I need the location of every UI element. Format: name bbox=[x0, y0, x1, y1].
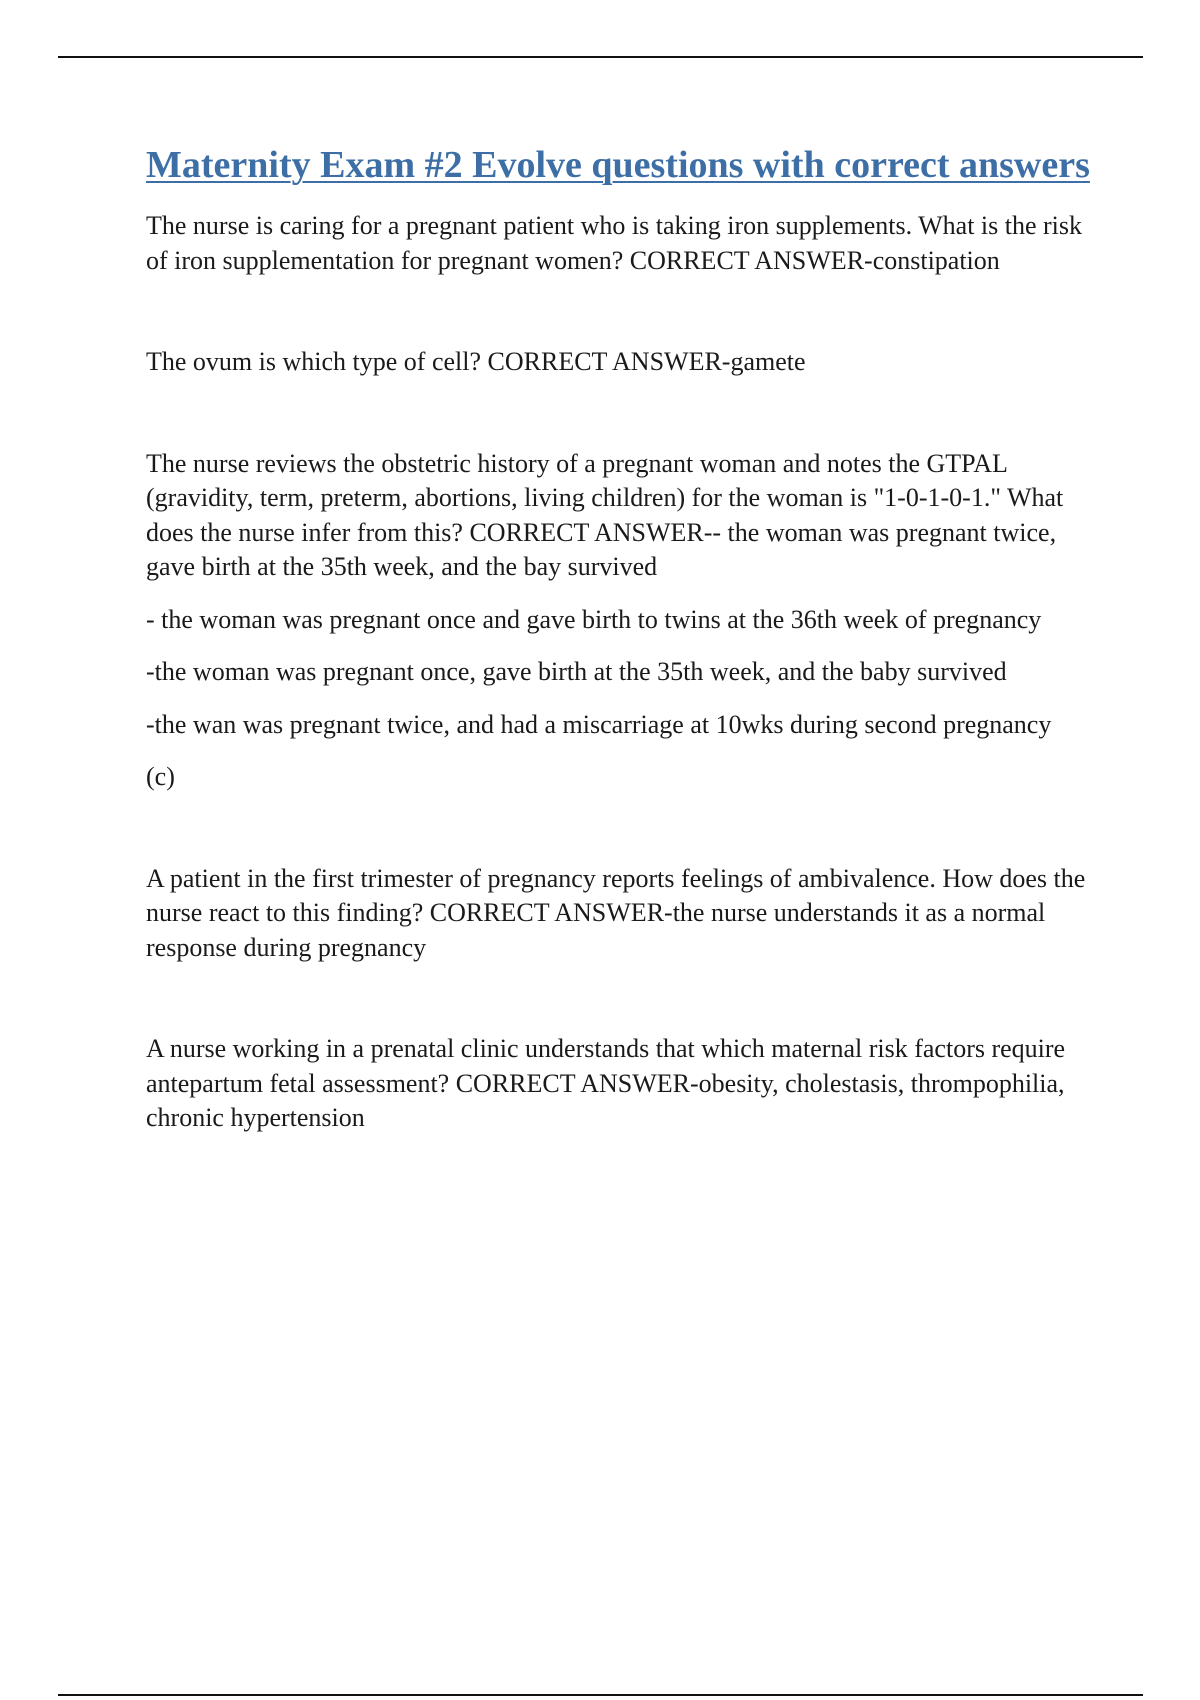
document-body bbox=[146, 140, 1096, 1136]
question-2: The ovum is which type of cell? CORRECT ANSWER-gamete bbox=[146, 347, 806, 376]
question-3-answer-key: (c) bbox=[146, 762, 175, 791]
question-3-option: -the woman was pregnant once, gave birth at the 35th week, and the baby survived bbox=[146, 657, 1007, 686]
footer-rule bbox=[58, 1694, 1143, 1696]
question-3: The nurse reviews the obstetric history of a pregnant woman and notes the GTPAL (gravidity, term, preterm, abortions, living children) for the woman is "1-0-1-0-1." What does the nurse infer from this? CORRECT ANSWER-- the woman was pregnant twice, gave birth at the 35th week, and the bay survived bbox=[146, 448, 1064, 581]
header-rule bbox=[58, 56, 1143, 58]
question-5: A nurse working in a prenatal clinic understands that which maternal risk factors require antepartum fetal assessment? CORRECT ANSWER-obesity, cholestasis, thrompophilia, chronic hypertension bbox=[146, 1034, 1066, 1132]
question-4: A patient in the first trimester of pregnancy reports feelings of ambivalence. How does the nurse react to this finding? CORRECT ANSWER-the nurse understands it as a normal response during pregnancy bbox=[146, 863, 1086, 962]
question-1: The nurse is caring for a pregnant patient who is taking iron supplements. What is the risk of iron supplementation for pregnant women? CORRECT ANSWER-constipation bbox=[146, 211, 1083, 275]
question-3-option: - the woman was pregnant once and gave birth to twins at the 36th week of pregnancy bbox=[146, 604, 1042, 634]
document-title: Maternity Exam #2 Evolve questions with correct answers bbox=[146, 144, 1090, 186]
question-3-option: -the wan was pregnant twice, and had a miscarriage at 10wks during second pregnancy bbox=[146, 709, 1052, 739]
